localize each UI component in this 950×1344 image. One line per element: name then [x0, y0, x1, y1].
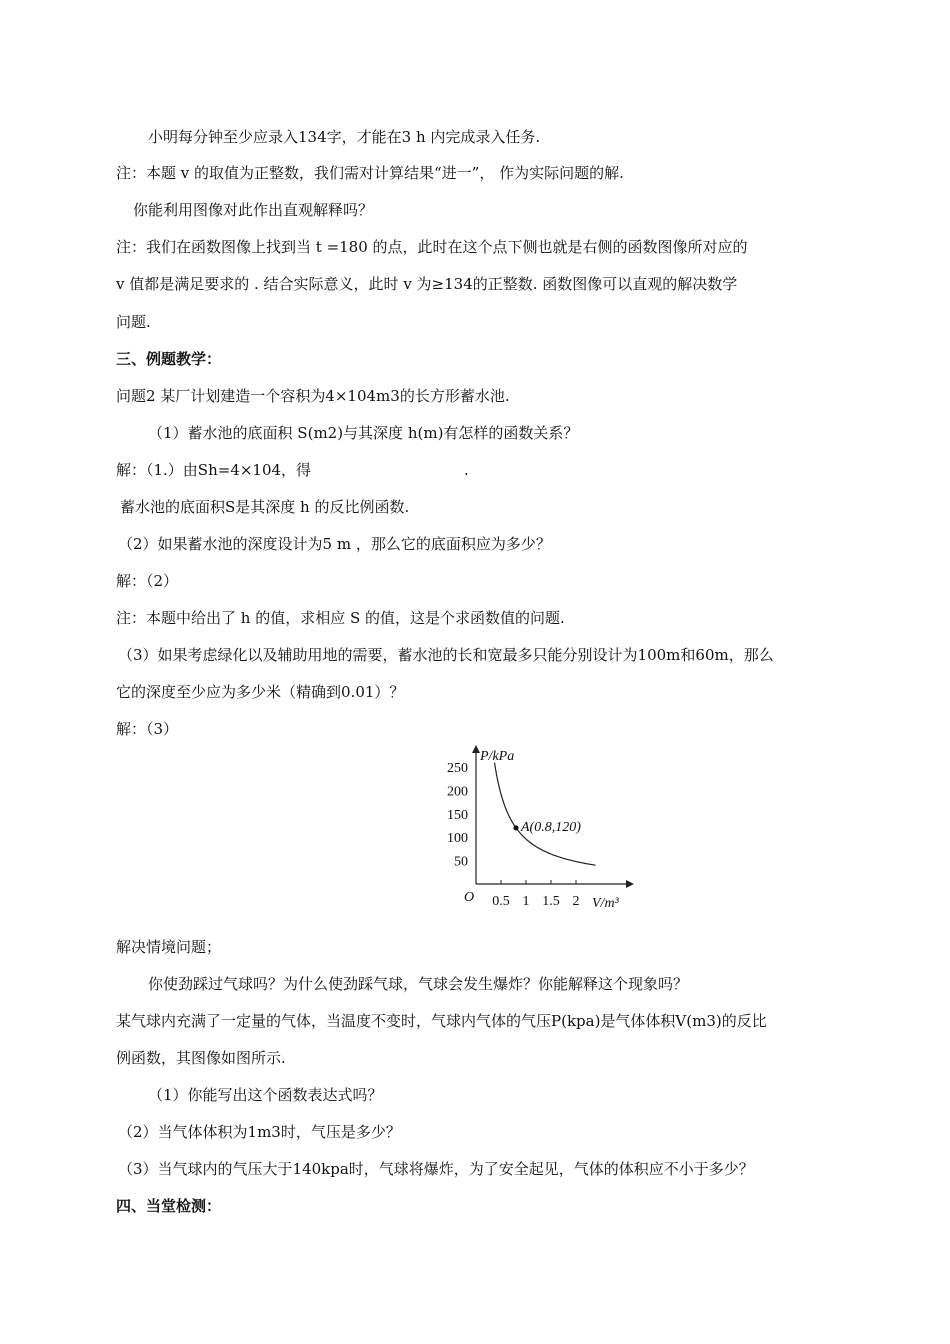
sub-question: （2）当气体体积为1m3时，气压是多少？ — [118, 1123, 401, 1141]
answer-line: 解：（2） — [116, 572, 179, 590]
y-axis-label: P/kPa — [480, 749, 515, 764]
x-axis-arrow — [626, 880, 634, 888]
x-axis-label: V/m³ — [592, 896, 619, 911]
section-heading: 三、例题教学： — [116, 350, 222, 368]
text-line: 解决情境问题； — [116, 938, 222, 956]
x-tick-label: 1.5 — [542, 894, 560, 909]
x-tick-label: 2 — [572, 894, 580, 909]
section-heading: 四、当堂检测： — [116, 1197, 222, 1215]
text-line: 你使劲踩过气球吗？为什么使劲踩气球，气球会发生爆炸？你能解释这个现象吗？ — [148, 975, 689, 993]
note-line: 注：本题中给出了 h 的值，求相应 S 的值，这是个求函数值的问题. — [116, 609, 565, 627]
y-tick-label: 200 — [447, 784, 468, 800]
point-a — [513, 825, 518, 830]
problem-line: 问题2 某厂计划建造一个容积为4×104m3的长方形蓄水池. — [116, 387, 510, 405]
answer-line: 解：（3） — [116, 720, 179, 738]
answer-line: 解：（1.）由Sh=4×104，得 — [116, 461, 312, 479]
text-line: v 值都是满足要求的 . 结合实际意义，此时 v 为≥134的正整数. 函数图像可以直观的解决数学 — [116, 275, 738, 293]
y-tick-label: 50 — [454, 854, 468, 870]
text-line: 小明每分钟至少应录入134字，才能在3 h 内完成录入任务. — [148, 128, 541, 146]
point-a-label: A(0.8,120) — [521, 819, 581, 835]
x-tick-label: 1 — [522, 894, 530, 909]
pressure-volume-chart — [436, 742, 636, 914]
text-line: 某气球内充满了一定量的气体，当温度不变时，气球内气体的气压P(kpa)是气体体积V(m3)的反比 — [116, 1012, 767, 1030]
sub-question: （3）如果考虑绿化以及辅助用地的需要，蓄水池的长和宽最多只能分别设计为100m和60m，那么 — [118, 646, 774, 664]
sub-question: （1）蓄水池的底面积 S(m2)与其深度 h(m)有怎样的函数关系？ — [148, 424, 579, 442]
sub-question: （3）当气球内的气压大于140kpa时，气球将爆炸，为了安全起见，气体的体积应不小于多少？ — [118, 1160, 754, 1178]
x-tick-label: 0.5 — [492, 894, 510, 909]
y-tick-label: 150 — [447, 807, 468, 823]
question-line: 你能利用图像对此作出直观解释吗？ — [133, 201, 374, 219]
text-line: 例函数，其图像如图所示. — [116, 1049, 286, 1067]
sub-question: （2）如果蓄水池的深度设计为5 m ，那么它的底面积应为多少？ — [118, 535, 551, 553]
y-tick-label: 100 — [447, 831, 468, 847]
text-line: 蓄水池的底面积S是其深度 h 的反比例函数. — [120, 498, 410, 516]
note-line: 注：我们在函数图像上找到当 t =180 的点，此时在这个点下侧也就是右侧的函数图像所对应的 — [116, 238, 748, 256]
origin-label: O — [464, 890, 475, 905]
text-line: 问题. — [116, 313, 151, 331]
y-tick-label: 250 — [447, 761, 468, 776]
answer-period: . — [464, 461, 469, 479]
series-line-p-v — [495, 763, 596, 866]
text-line: 它的深度至少应为多少米（精确到0.01）？ — [116, 683, 405, 701]
sub-question: （1）你能写出这个函数表达式吗？ — [148, 1086, 383, 1104]
y-axis-arrow — [472, 745, 480, 753]
note-line: 注：本题 v 的取值为正整数，我们需对计算结果“进一”， 作为实际问题的解. — [116, 164, 624, 182]
